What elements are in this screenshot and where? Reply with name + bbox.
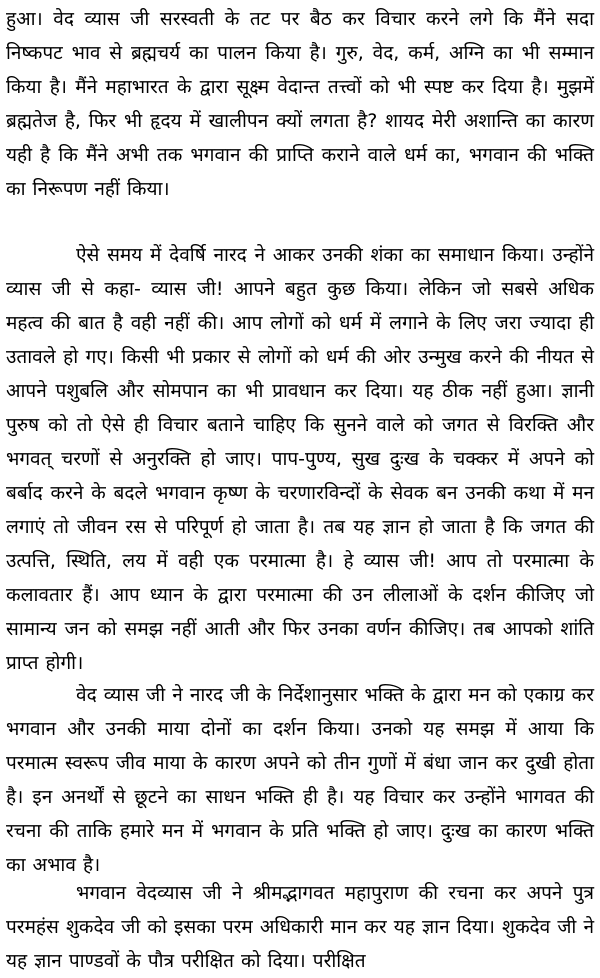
paragraph-vyas-meditation: वेद व्यास जी ने नारद जी के निर्देशानुसार भक्ति के द्वारा मन को एकाग्र कर भगवान और उनकी माया दोनों का दर्शन किया। उनको यह समझ में आया कि परमात्म स्वरूप जीव माया के कारण अपने को तीन गुणों में बंधा जान कर दुखी होता है। इन अनर्थों से छूटने का साधन भक्ति ही है। यह विचार कर उन्होंने भागवत की रचना की ताकि हमारे मन में भगवान के प्रति भक्ति हो जाए। दुःख का कारण भक्ति का अभाव है। <box>6 684 594 876</box>
paragraph-continuation: हुआ। वेद व्यास जी सरस्वती के तट पर बैठ कर विचार करने लगे कि मैंने सदा निष्कपट भाव से ब्रह्मचर्य का पालन किया है। गुरु, वेद, कर्म, अग्नि का भी सम्मान किया है। मैंने महाभारत के द्वारा सूक्ष्म वेदान्त तत्त्वों को भी स्पष्ट कर दिया है। मुझमें ब्रह्मतेज है, फिर भी हृदय में खालीपन क्यों लगता है? शायद मेरी अशान्ति का कारण यही है कि मैंने अभी तक भगवान की प्राप्ति कराने वाले धर्म का, भगवान की भक्ति का निरूपण नहीं किया। <box>6 8 594 200</box>
paragraph-narad-advice: ऐसे समय में देवर्षि नारद ने आकर उनकी शंका का समाधान किया। उन्होंने व्यास जी से कहा- व्यास जी! आपने बहुत कुछ किया। लेकिन जो सबसे अधिक महत्व की बात है वही नहीं की। आप लोगों को धर्म में लगाने के लिए जरा ज्यादा ही उतावले हो गए। किसी भी प्रकार से लोगों को धर्म की ओर उन्मुख करने की नीयत से आपने पशुबलि और सोमपान का भी प्रावधान कर दिया। यह ठीक नहीं हुआ। ज्ञानी पुरुष को तो ऐसे ही विचार बताने चाहिए कि सुनने वाले को जगत से विरक्ति और भगवत् चरणों से अनुरक्ति हो जाए। पाप-पुण्य, सुख दुःख के चक्कर में अपने को बर्बाद करने के बदले भगवान कृष्ण के चरणारविन्दों के सेवक बन उनकी कथा में मन लगाएं तो जीवन रस से परिपूर्ण हो जाता है। तब यह ज्ञान हो जाता है कि जगत की उत्पत्ति, स्थिति, लय में वही एक परमात्मा है। हे व्यास जी! आप तो परमात्मा के कलावतार हैं। आप ध्यान के द्वारा परमात्मा की उन लीलाओं के दर्शन कीजिए जो सामान्य जन को समझ नहीं आती और फिर उनका वर्णन कीजिए। तब आपको शांति प्राप्त होगी। <box>6 244 594 674</box>
paragraph-bhagavat-transmission: भगवान वेदव्यास जी ने श्रीमद्भागवत महापुराण की रचना कर अपने पुत्र परमहंस शुकदेव जी को इसका परम अधिकारी मान कर यह ज्ञान दिया। शुकदेव जी ने यह ज्ञान पाण्डवों के पौत्र परीक्षित को दिया। परीक्षित <box>6 882 594 972</box>
